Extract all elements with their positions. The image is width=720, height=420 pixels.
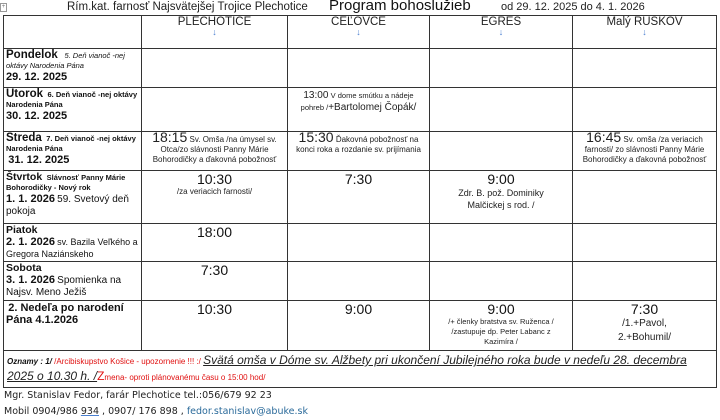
program-title: Program bohoslužieb <box>329 0 471 14</box>
service-cell <box>573 88 717 132</box>
mobile-line: Mobil 0904/986 934 , 0907/ 176 898 , fedor.stanislav@abuke.sk <box>4 406 308 417</box>
warning-text: /Arcibiskupstvo Košice - upozornenie !!! :/ <box>54 357 201 366</box>
header-empty-cell <box>4 16 142 49</box>
day-cell: 2. Nedeľa po narodení Pána 4.1.2026 <box>4 301 142 351</box>
service-cell: 9:00 /+ členky bratstva sv. Ruženca / /zastupuje dp. Peter Labanc z Kazimíra / <box>430 301 573 351</box>
service-cell <box>430 49 573 88</box>
service-cell <box>430 132 573 171</box>
service-cell: 15:30 Ďakovná pobožnosť na konci roka a rozdanie sv. prijímania <box>288 132 430 171</box>
service-cell <box>573 224 717 262</box>
day-cell: Sobota 3. 1. 2026 Spomienka na Najsv. Meno Ježiš <box>4 262 142 301</box>
table-row <box>4 88 717 132</box>
service-cell <box>573 262 717 301</box>
service-cell: 16:45 Sv. omša /za veriacich farnosti/ zo slávnosti Panny Márie Bohorodičky a ďakovná pobožnosť <box>573 132 717 171</box>
table-row <box>4 224 717 262</box>
service-cell: 18:15 Sv. Omša /na úmysel sv. Otca/zo slávnosti Panny Márie Bohorodičky a ďakovná pobožnosť <box>142 132 288 171</box>
service-cell: 10:30 /za veriacich farnosti/ <box>142 171 288 224</box>
notes-row <box>4 351 717 388</box>
day-cell: Štvrtok Slávnosť Panny Márie Bohorodičky - Nový rok 1. 1. 2026 59. Svetový deň pokoja <box>4 171 142 224</box>
header-plechotice: PLECHOTICE ↓ <box>142 16 288 49</box>
service-cell: 7:30 <box>142 262 288 301</box>
notes-label: Oznamy : 1/ <box>7 357 52 366</box>
schedule-table <box>3 15 717 388</box>
service-cell <box>288 49 430 88</box>
service-cell: 7:30 /1.+Pavol, 2.+Bohumil/ <box>573 301 717 351</box>
arrow-down-icon: ↓ <box>356 27 361 37</box>
service-cell <box>142 88 288 132</box>
announcements-cell: Oznamy : 1/ /Arcibiskupstvo Košice - upozornenie !!! :/ Svätá omša v Dóme sv. Alžbety pri ukončení Jubilejného roka bude v nedeľu 28. decembra 2025 o 10.30 h. /Zmena- oproti plánovanému času o 15:00 hod/ <box>4 351 717 388</box>
email-link[interactable]: fedor.stanislav@abuke.sk <box>186 406 308 417</box>
service-cell <box>142 49 288 88</box>
service-cell <box>430 224 573 262</box>
table-anchor-icon[interactable]: + <box>1 4 6 10</box>
date-range: od 29. 12. 2025 do 4. 1. 2026 <box>501 1 645 13</box>
table-row <box>4 301 717 351</box>
table-row <box>4 132 717 171</box>
arrow-down-icon: ↓ <box>498 27 504 37</box>
time-change-text: mena- oproti plánovanému času o 15:00 hod/ <box>104 373 266 382</box>
announcement-text: Svätá omša v Dóme sv. Alžbety pri ukončení Jubilejného roka bude v nedeľu 28. decembra 2025 o 10.30 h. / <box>7 353 687 383</box>
service-cell <box>288 224 430 262</box>
table-row <box>4 49 717 88</box>
day-cell: Utorok 6. Deň vianoč -nej oktávy Narodenia Pána 30. 12. 2025 <box>4 88 142 132</box>
service-cell: 9:00 <box>288 301 430 351</box>
contact-line: Mgr. Stanislav Fedor, farár Plechotice tel.:056/679 92 23 <box>4 390 272 401</box>
header-egres: EGREŠ ↓ <box>430 16 573 49</box>
day-cell: Pondelok 5. Deň vianoč -nej oktávy Narodenia Pána 29. 12. 2025 <box>4 49 142 88</box>
service-cell <box>288 262 430 301</box>
service-cell: 7:30 <box>288 171 430 224</box>
day-cell: Streda 7. Deň vianoč -nej oktávy Narodenia Pána 31. 12. 2025 <box>4 132 142 171</box>
service-cell: 18:00 <box>142 224 288 262</box>
service-cell <box>430 262 573 301</box>
table-row <box>4 262 717 301</box>
service-cell <box>573 49 717 88</box>
parish-name: Rím.kat. farnosť Najsvätejšej Trojice Plechotice <box>67 1 308 13</box>
service-cell <box>573 171 717 224</box>
header-celovce: ČEĽOVCE ↓ <box>288 16 430 49</box>
day-cell: Piatok 2. 1. 2026 sv. Bazila Veľkého a Gregora Naziánskeho <box>4 224 142 262</box>
service-cell: 10:30 <box>142 301 288 351</box>
service-cell: 13:00 V dome smútku a nádeje pohreb /+Bartolomej Čopák/ <box>288 88 430 132</box>
header-maly-ruskov: Malý RUSKOV ↓ <box>573 16 717 49</box>
arrow-down-icon: ↓ <box>642 27 647 37</box>
service-cell <box>430 88 573 132</box>
arrow-down-icon: ↓ <box>212 27 217 37</box>
service-cell: 9:00 Zdr. B. pož. Dominiky Malčickej s rod. / <box>430 171 573 224</box>
document-title <box>0 0 720 15</box>
table-row <box>4 171 717 224</box>
header-row <box>4 16 717 49</box>
